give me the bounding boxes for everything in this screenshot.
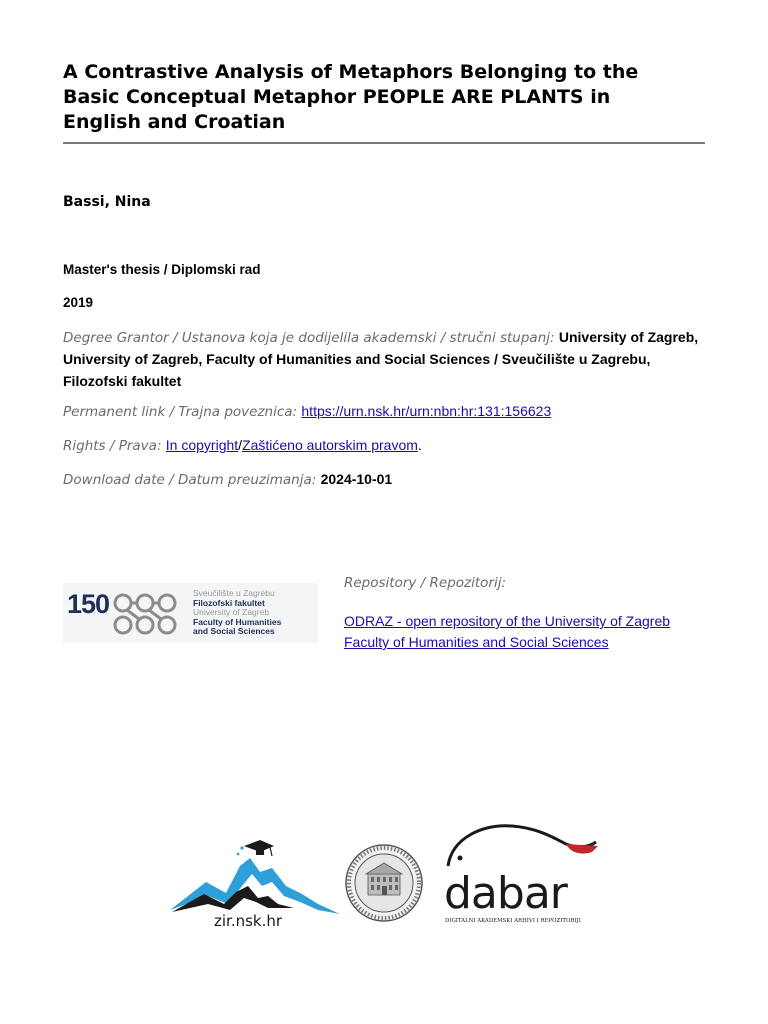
zasticeno-link[interactable]: Zaštićeno autorskim pravom: [242, 437, 418, 453]
degree-grantor: [63, 327, 703, 393]
dabar-logo-subtitle: DIGITALNI AKADEMSKI ARHIVI I REPOZITORIJI: [445, 918, 581, 924]
title-divider: [63, 142, 705, 144]
download-date-label: Download date / Datum preuzimanja:: [63, 472, 317, 488]
rights: [63, 435, 703, 457]
rights-label: Rights / Prava:: [63, 438, 162, 454]
ffzg-logo-number: 150: [67, 589, 110, 619]
title-line-2: Basic Conceptual Metaphor PEOPLE ARE PLANTS in: [63, 86, 611, 108]
repository-label: Repository / Repozitorij:: [344, 575, 507, 591]
title-line-3: English and Croatian: [63, 111, 286, 133]
ffzg-line-4: Faculty of Humanities: [193, 616, 282, 627]
title-line-1: A Contrastive Analysis of Metaphors Belonging to the: [63, 61, 639, 83]
dabar-logo: [442, 818, 602, 928]
permanent-link-label: Permanent link / Trajna poveznica:: [63, 404, 298, 420]
ffzg-line-2: Filozofski fakultet: [193, 597, 265, 608]
ffzg-logo-text: [193, 589, 281, 637]
permanent-link-url[interactable]: https://urn.nsk.hr/urn:nbn:hr:131:156623: [301, 403, 552, 419]
repository-link-line-1: ODRAZ - open repository of the University of Zagreb: [344, 613, 671, 629]
ffzg-line-1: Sveučilište u Zagrebu: [193, 588, 275, 598]
university-seal: [344, 843, 424, 923]
thesis-type: Master's thesis / Diplomski rad: [63, 262, 261, 277]
zir-logo-text: zir.nsk.hr: [214, 912, 283, 930]
thesis-year: 2019: [63, 295, 94, 310]
zir-nsk-logo: [168, 838, 343, 933]
rights-suffix: .: [417, 437, 422, 453]
permanent-link: [63, 401, 703, 423]
ffzg-line-3: University of Zagreb: [193, 607, 270, 617]
degree-grantor-label: Degree Grantor / Ustanova koja je dodijelila akademski / stručni stupanj:: [63, 330, 555, 346]
degree-grantor-value: University of Zagreb, University of Zagreb, Faculty of Humanities and Social Sciences / Sveučilište u Zagrebu, Filozofski fakultet: [63, 329, 699, 389]
author-name: Bassi, Nina: [63, 194, 151, 210]
download-date-value: 2024-10-01: [320, 471, 393, 487]
rights-separator: /: [238, 437, 243, 453]
dabar-logo-text: dabar: [444, 868, 567, 919]
download-date: [63, 469, 703, 491]
ffzg-line-5: and Social Sciences: [193, 626, 275, 636]
in-copyright-link[interactable]: In copyright: [165, 437, 239, 453]
document-title: [63, 60, 713, 135]
repository-link-line-2: Faculty of Humanities and Social Sciences: [344, 634, 609, 650]
repository-link[interactable]: [344, 611, 684, 653]
